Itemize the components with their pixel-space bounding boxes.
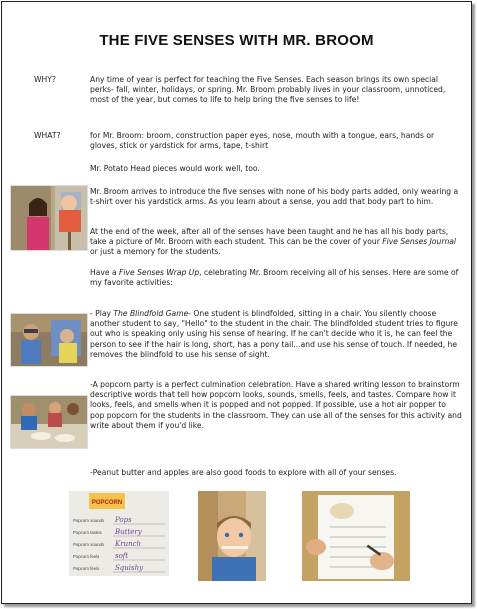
mr-broom-student-photo xyxy=(10,185,88,251)
worksheet-heading: POPCORN xyxy=(91,500,123,506)
popcorn-party-photo xyxy=(10,395,88,449)
boy-tasting-photo xyxy=(198,491,266,581)
worksheet-row-answer: soft xyxy=(115,552,129,560)
page-title: THE FIVE SENSES WITH MR. BROOM xyxy=(99,32,374,49)
wrap-up-paragraph: Have a Five Senses Wrap Up, celebrating Mr. Broom receiving all of his senses. Here are some of my favorite activities: xyxy=(90,268,459,288)
why-label: WHY? xyxy=(34,75,56,84)
worksheet-row-label: Popcorn sounds xyxy=(73,542,105,547)
what-paragraph: for Mr. Broom: broom, construction paper eyes, nose, mouth with a tongue, ears, hands or gloves, stick or yardstick for arms, tape, t-shirt xyxy=(90,131,435,151)
worksheet-row-label: Popcorn feels xyxy=(73,554,100,559)
popcorn-paragraph: -A popcorn party is a perfect culmination celebration. Have a shared writing lesson to brainstorm descriptive words that tell how popcorn looks, sounds, smells, feels, and tastes. Compare how it looks, feels, and smells when it is popped and not popped. If possible, use a hot air popper to pop popcorn for the students in the classroom. They can use all of the senses for this activity and write about them if you'd like. xyxy=(90,380,462,430)
document-page xyxy=(1,1,472,604)
blindfold-game-photo xyxy=(10,313,88,367)
worksheet-row-answer: Buttery xyxy=(115,528,142,536)
worksheet-row-label: Popcorn sounds xyxy=(73,518,105,523)
why-paragraph: Any time of year is perfect for teaching the Five Senses. Each season brings its own special perks- fall, winter, holidays, or spring. Mr. Broom probably lives in your classroom, unnoticed, most of the year, but comes to life to help bring the five senses to life! xyxy=(90,75,446,105)
worksheet-row-label: Popcorn feels xyxy=(73,566,100,571)
worksheet-row-answer: Krunch xyxy=(115,540,142,548)
popcorn-worksheet-photo xyxy=(69,491,169,576)
worksheet-row-answer: Pops xyxy=(115,516,132,524)
senses-writing-photo xyxy=(302,491,410,581)
blindfold-game-paragraph: - Play The Blindfold Game- One student is blindfolded, sitting in a chair. You silently choose another student to say, "Hello" to the student in the chair. The blindfolded student tries to figure out who is speaking only using his sense of hearing. If he can't decide who it is, he can feel the person to see if the hair is long, short, has a pony tail...and use his sense of touch. If needed, he removes the blindfold to use his sense of sight. xyxy=(90,309,458,359)
intro-paragraph: Mr. Broom arrives to introduce the five senses with none of his body parts added, only wearing a t-shirt over his yardstick arms. As you learn about a sense, you add that body part to him. xyxy=(90,187,459,207)
peanut-butter-paragraph: -Peanut butter and apples are also good foods to explore with all of your senses. xyxy=(90,468,397,477)
worksheet-row-answer: Squishy xyxy=(115,564,144,572)
what-label: WHAT? xyxy=(34,131,61,140)
what-extra-paragraph: Mr. Potato Head pieces would work well, too. xyxy=(90,164,260,173)
end-of-week-paragraph: At the end of the week, after all of the senses have been taught and he has all his body parts, take a picture of Mr. Broom with each student. This can be the cover of your Five Senses Journal or just a memory for the students. xyxy=(90,227,457,257)
worksheet-row-label: Popcorn tastes xyxy=(73,530,102,535)
